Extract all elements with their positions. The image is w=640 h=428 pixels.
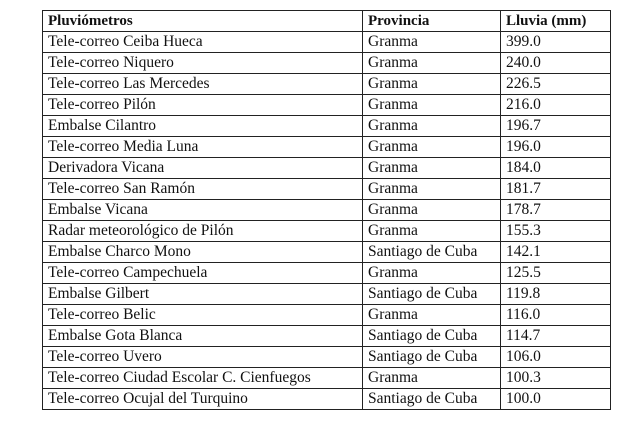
cell-pluviometro: Tele-correo Uvero bbox=[43, 347, 363, 368]
cell-lluvia: 100.3 bbox=[501, 368, 611, 389]
cell-provincia: Granma bbox=[363, 137, 501, 158]
rainfall-table bbox=[42, 10, 611, 410]
cell-provincia: Granma bbox=[363, 200, 501, 221]
cell-pluviometro: Tele-correo Media Luna bbox=[43, 137, 363, 158]
cell-pluviometro: Embalse Cilantro bbox=[43, 116, 363, 137]
cell-lluvia: 399.0 bbox=[501, 32, 611, 53]
cell-pluviometro: Embalse Gilbert bbox=[43, 284, 363, 305]
cell-lluvia: 184.0 bbox=[501, 158, 611, 179]
cell-lluvia: 106.0 bbox=[501, 347, 611, 368]
cell-lluvia: 142.1 bbox=[501, 242, 611, 263]
cell-lluvia: 114.7 bbox=[501, 326, 611, 347]
table-row bbox=[43, 32, 611, 53]
table-row bbox=[43, 137, 611, 158]
table-row bbox=[43, 116, 611, 137]
cell-provincia: Granma bbox=[363, 263, 501, 284]
cell-pluviometro: Tele-correo San Ramón bbox=[43, 179, 363, 200]
cell-pluviometro: Embalse Charco Mono bbox=[43, 242, 363, 263]
table-row bbox=[43, 221, 611, 242]
table-row bbox=[43, 74, 611, 95]
cell-pluviometro: Embalse Gota Blanca bbox=[43, 326, 363, 347]
header-pluviometros: Pluviómetros bbox=[43, 11, 363, 32]
header-row bbox=[43, 11, 611, 32]
table-row bbox=[43, 179, 611, 200]
table-row bbox=[43, 347, 611, 368]
table-row bbox=[43, 326, 611, 347]
cell-lluvia: 125.5 bbox=[501, 263, 611, 284]
cell-lluvia: 119.8 bbox=[501, 284, 611, 305]
cell-pluviometro: Radar meteorológico de Pilón bbox=[43, 221, 363, 242]
cell-pluviometro: Embalse Vicana bbox=[43, 200, 363, 221]
cell-lluvia: 226.5 bbox=[501, 74, 611, 95]
table-row bbox=[43, 284, 611, 305]
cell-provincia: Santiago de Cuba bbox=[363, 389, 501, 410]
cell-lluvia: 240.0 bbox=[501, 53, 611, 74]
cell-provincia: Santiago de Cuba bbox=[363, 347, 501, 368]
cell-provincia: Santiago de Cuba bbox=[363, 284, 501, 305]
table-body bbox=[43, 32, 611, 410]
cell-provincia: Granma bbox=[363, 179, 501, 200]
table-row bbox=[43, 158, 611, 179]
cell-pluviometro: Tele-correo Niquero bbox=[43, 53, 363, 74]
cell-provincia: Santiago de Cuba bbox=[363, 242, 501, 263]
cell-pluviometro: Tele-correo Ocujal del Turquino bbox=[43, 389, 363, 410]
cell-provincia: Granma bbox=[363, 53, 501, 74]
cell-provincia: Granma bbox=[363, 158, 501, 179]
table-row bbox=[43, 263, 611, 284]
cell-lluvia: 178.7 bbox=[501, 200, 611, 221]
table-row bbox=[43, 95, 611, 116]
table-row bbox=[43, 305, 611, 326]
table-row bbox=[43, 53, 611, 74]
cell-lluvia: 216.0 bbox=[501, 95, 611, 116]
table-row bbox=[43, 200, 611, 221]
cell-provincia: Santiago de Cuba bbox=[363, 326, 501, 347]
cell-pluviometro: Tele-correo Belic bbox=[43, 305, 363, 326]
cell-lluvia: 100.0 bbox=[501, 389, 611, 410]
cell-provincia: Granma bbox=[363, 95, 501, 116]
cell-pluviometro: Tele-correo Ceiba Hueca bbox=[43, 32, 363, 53]
cell-pluviometro: Tele-correo Las Mercedes bbox=[43, 74, 363, 95]
cell-lluvia: 196.7 bbox=[501, 116, 611, 137]
cell-pluviometro: Tele-correo Pilón bbox=[43, 95, 363, 116]
cell-provincia: Granma bbox=[363, 32, 501, 53]
cell-provincia: Granma bbox=[363, 368, 501, 389]
cell-provincia: Granma bbox=[363, 116, 501, 137]
cell-provincia: Granma bbox=[363, 74, 501, 95]
header-lluvia: Lluvia (mm) bbox=[501, 11, 611, 32]
cell-lluvia: 116.0 bbox=[501, 305, 611, 326]
cell-pluviometro: Derivadora Vicana bbox=[43, 158, 363, 179]
table-header bbox=[43, 11, 611, 32]
table-row bbox=[43, 368, 611, 389]
cell-pluviometro: Tele-correo Campechuela bbox=[43, 263, 363, 284]
cell-lluvia: 155.3 bbox=[501, 221, 611, 242]
table-row bbox=[43, 389, 611, 410]
table-row bbox=[43, 242, 611, 263]
cell-lluvia: 196.0 bbox=[501, 137, 611, 158]
cell-provincia: Granma bbox=[363, 305, 501, 326]
header-provincia: Provincia bbox=[363, 11, 501, 32]
cell-pluviometro: Tele-correo Ciudad Escolar C. Cienfuegos bbox=[43, 368, 363, 389]
cell-provincia: Granma bbox=[363, 221, 501, 242]
cell-lluvia: 181.7 bbox=[501, 179, 611, 200]
